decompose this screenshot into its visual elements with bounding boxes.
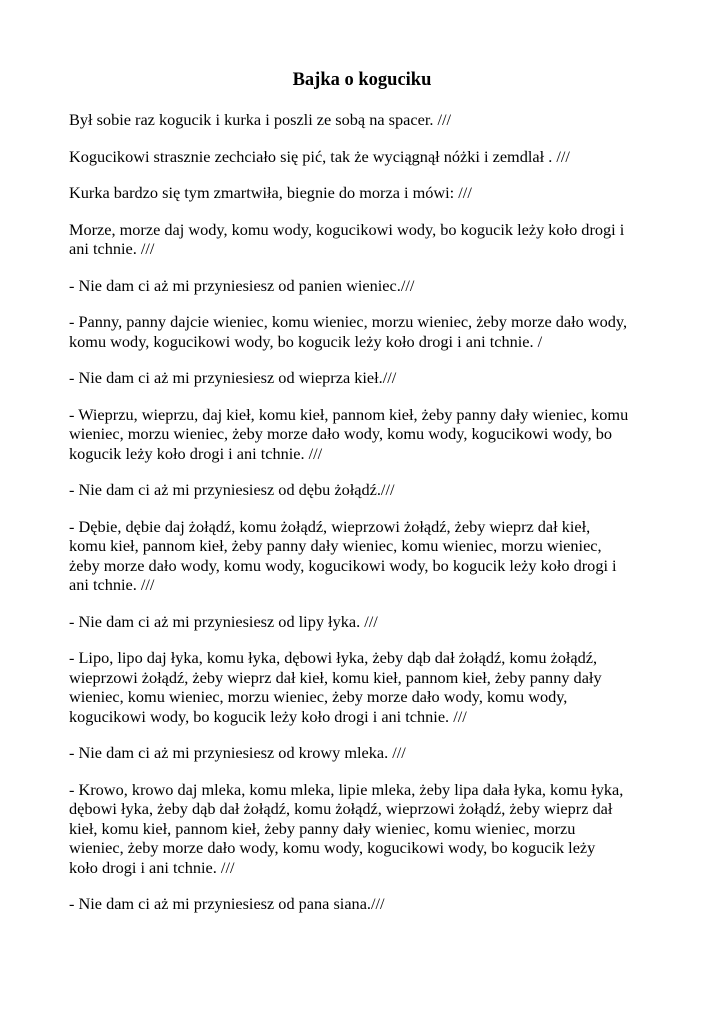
paragraph (69, 480, 669, 500)
paragraph (69, 110, 669, 130)
paragraph-line: - Lipo, lipo daj łyka, komu łyka, dębowi łyka, żeby dąb dał żołądź, komu żołądź, (69, 648, 598, 667)
paragraph-line: komu kieł, pannom kieł, żeby panny dały wieniec, komu wieniec, morzu wieniec, (69, 536, 602, 555)
paragraph (69, 276, 669, 296)
paragraph-line: - Nie dam ci aż mi przyniesiesz od pana siana./// (69, 894, 385, 913)
paragraph-line: Kogucikowi strasznie zechciało się pić, tak że wyciągnął nóżki i zemdlał . /// (69, 146, 570, 166)
paragraph-line: komu wody, kogucikowi wody, bo kogucik leży koło drogi i ani tchnie. / (69, 331, 543, 351)
paragraph (69, 220, 669, 259)
paragraph-line: - Nie dam ci aż mi przyniesiesz od krowy mleka. /// (69, 743, 406, 762)
paragraph-line: - Dębie, dębie daj żołądź, komu żołądź, wieprzowi żołądź, żeby wieprz dał kieł, (69, 516, 591, 536)
paragraph-line: - Nie dam ci aż mi przyniesiesz od dębu żołądź./// (69, 480, 395, 499)
paragraph-line: ani tchnie. /// (69, 575, 155, 594)
paragraph (69, 405, 669, 464)
paragraph-line: kogucikowi wody, bo kogucik leży koło drogi i ani tchnie. /// (69, 706, 467, 726)
paragraph-line: - Panny, panny dajcie wieniec, komu wieniec, morzu wieniec, żeby morze dało wody, (69, 312, 628, 331)
paragraph (69, 780, 669, 878)
paragraph-line: żeby morze dało wody, komu wody, kogucikowi wody, bo kogucik leży koło drogi i (69, 555, 617, 575)
paragraph-line: - Nie dam ci aż mi przyniesiesz od panien wieniec./// (69, 275, 415, 295)
paragraph (69, 312, 669, 351)
paragraph-line: Był sobie raz kogucik i kurka i poszli ze sobą na spacer. /// (69, 110, 452, 129)
paragraph (69, 517, 669, 595)
page-title: Bajka o koguciku (292, 70, 432, 90)
paragraph (69, 183, 669, 203)
paragraph (69, 612, 669, 632)
paragraph-line: koło drogi i ani tchnie. /// (69, 857, 235, 877)
paragraph-line: wieprzowi żołądź, żeby wieprz dał kieł, komu kieł, pannom kieł, żeby panny dały (69, 667, 602, 687)
paragraph (69, 648, 669, 726)
paragraph-line: Kurka bardzo się tym zmartwiła, biegnie do morza i mówi: /// (69, 183, 472, 202)
paragraph (69, 147, 669, 167)
paragraph-line: wieniec, komu wieniec, morzu wieniec, żeby morze dało wody, komu wody, (69, 687, 568, 706)
paragraph-line: - Nie dam ci aż mi przyniesiesz od lipy łyka. /// (69, 611, 378, 631)
paragraph-line: kieł, komu kieł, pannom kieł, żeby panny dały wieniec, komu wieniec, morzu (69, 818, 576, 838)
paragraph-line: Morze, morze daj wody, komu wody, kogucikowi wody, bo kogucik leży koło drogi i (69, 219, 625, 239)
paragraph-line: dębowi łyka, żeby dąb dał żołądź, komu żołądź, wieprzowi żołądź, żeby wieprz dał (69, 799, 613, 818)
paragraph-line: ani tchnie. /// (69, 239, 155, 258)
paragraph-line: - Krowo, krowo daj mleka, komu mleka, lipie mleka, żeby lipa dała łyka, komu łyka, (69, 779, 624, 799)
paragraph-line: - Nie dam ci aż mi przyniesiesz od wieprza kieł./// (69, 368, 397, 387)
paragraph-line: kogucik leży koło drogi i ani tchnie. /// (69, 443, 323, 463)
paragraph-line: wieniec, żeby morze dało wody, komu wody, kogucikowi wody, bo kogucik leży (69, 838, 596, 857)
paragraph (69, 743, 669, 763)
paragraph (69, 368, 669, 388)
paragraph (69, 894, 669, 914)
paragraph-line: wieniec, morzu wieniec, żeby morze dało wody, komu wody, kogucikowi wody, bo (69, 424, 613, 443)
document-body (69, 110, 669, 931)
paragraph-line: - Wieprzu, wieprzu, daj kieł, komu kieł, pannom kieł, żeby panny dały wieniec, komu (69, 404, 629, 424)
